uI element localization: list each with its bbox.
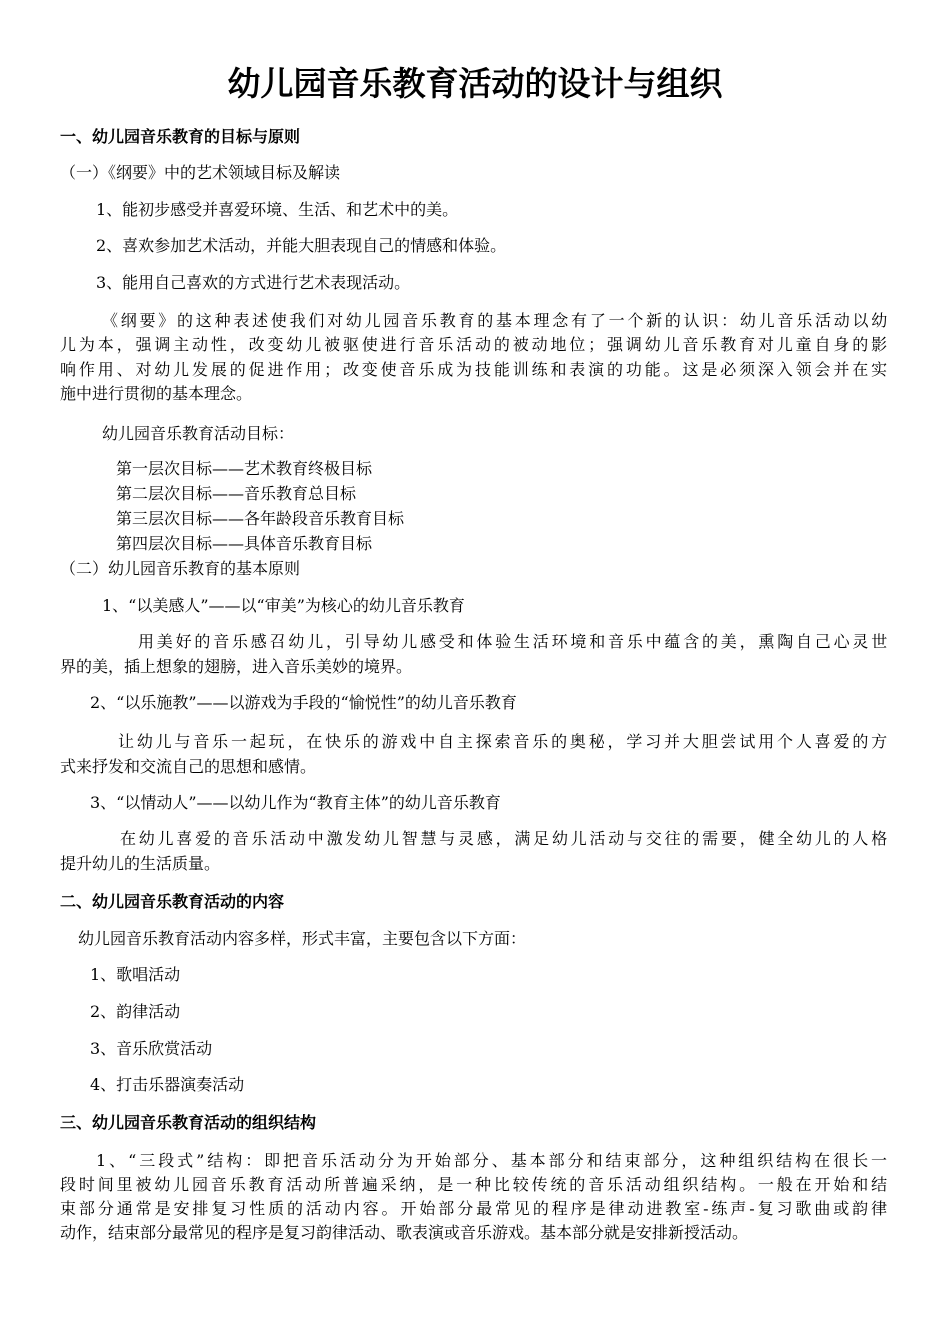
text-line: 用美好的音乐感召幼儿，引导幼儿感受和体验生活环境和音乐中蕴含的美，熏陶自己心灵世 <box>138 632 891 651</box>
text-line: 幼儿园音乐教育活动目标： <box>102 424 295 443</box>
section-heading: 一、幼儿园音乐教育的目标与原则 <box>60 127 301 146</box>
text-line: 1、“三段式”结构：即把音乐活动分为开始部分、基本部分和结束部分，这种组织结构在很长一 <box>96 1151 890 1170</box>
text-line: 4、打击乐器演奏活动 <box>90 1075 245 1094</box>
text-line: 提升幼儿的生活质量。 <box>60 854 221 873</box>
text-line: 式来抒发和交流自己的思想和感情。 <box>60 757 317 776</box>
section-heading: 三、幼儿园音乐教育活动的组织结构 <box>60 1113 317 1132</box>
text-line: 响作用、对幼儿发展的促进作用；改变使音乐成为技能训练和表演的功能。这是必须深入领会并在实 <box>60 360 890 379</box>
text-line: 幼儿园音乐教育活动内容多样，形式丰富，主要包含以下方面： <box>78 929 527 948</box>
text-line: 在幼儿喜爱的音乐活动中激发幼儿智慧与灵感，满足幼儿活动与交往的需要，健全幼儿的人格 <box>120 829 890 848</box>
section-heading: 二、幼儿园音乐教育活动的内容 <box>60 892 285 911</box>
text-line: 第三层次目标——各年龄段音乐教育目标 <box>116 509 405 528</box>
text-line: 儿为本，强调主动性，改变幼儿被驱使进行音乐活动的被动地位；强调幼儿音乐教育对儿童自身的影 <box>60 335 890 354</box>
text-line: 段时间里被幼儿园音乐教育活动所普遍采纳，是一种比较传统的音乐活动组织结构。一般在开始和结 <box>60 1175 890 1194</box>
text-line: 第四层次目标——具体音乐教育目标 <box>116 534 373 553</box>
text-line: 3、“以情动人”——以幼儿作为“教育主体”的幼儿音乐教育 <box>90 793 501 812</box>
text-line: 《纲要》的这种表述使我们对幼儿园音乐教育的基本理念有了一个新的认识：幼儿音乐活动以幼 <box>102 311 891 330</box>
text-line: 2、韵律活动 <box>90 1002 181 1021</box>
text-line: 3、音乐欣赏活动 <box>90 1039 213 1058</box>
text-line: 1、歌唱活动 <box>90 965 181 984</box>
text-line: 界的美，插上想象的翅膀，进入音乐美妙的境界。 <box>60 657 413 676</box>
text-line: 3、能用自己喜欢的方式进行艺术表现活动。 <box>96 273 411 292</box>
page-title: 幼儿园音乐教育活动的设计与组织 <box>227 64 723 103</box>
text-line: （二）幼儿园音乐教育的基本原则 <box>60 559 301 578</box>
text-line: 束部分通常是安排复习性质的活动内容。开始部分最常见的程序是律动进教室-练声-复习歌曲或韵律 <box>60 1199 890 1218</box>
text-line: 动作，结束部分最常见的程序是复习韵律活动、歌表演或音乐游戏。基本部分就是安排新授活动。 <box>60 1223 749 1242</box>
text-line: 第二层次目标——音乐教育总目标 <box>116 484 357 503</box>
text-line: 第一层次目标——艺术教育终极目标 <box>116 459 373 478</box>
text-line: 2、喜欢参加艺术活动，并能大胆表现自己的情感和体验。 <box>96 236 507 255</box>
text-line: 2、“以乐施教”——以游戏为手段的“愉悦性”的幼儿音乐教育 <box>90 693 517 712</box>
text-line: 1、“以美感人”——以“审美”为核心的幼儿音乐教育 <box>102 596 465 615</box>
text-line: 施中进行贯彻的基本理念。 <box>60 384 253 403</box>
text-line: 让幼儿与音乐一起玩，在快乐的游戏中自主探索音乐的奥秘，学习并大胆尝试用个人喜爱的方 <box>118 732 890 751</box>
text-line: 1、能初步感受并喜爱环境、生活、和艺术中的美。 <box>96 200 459 219</box>
text-line: （一）《纲要》中的艺术领域目标及解读 <box>60 163 341 182</box>
